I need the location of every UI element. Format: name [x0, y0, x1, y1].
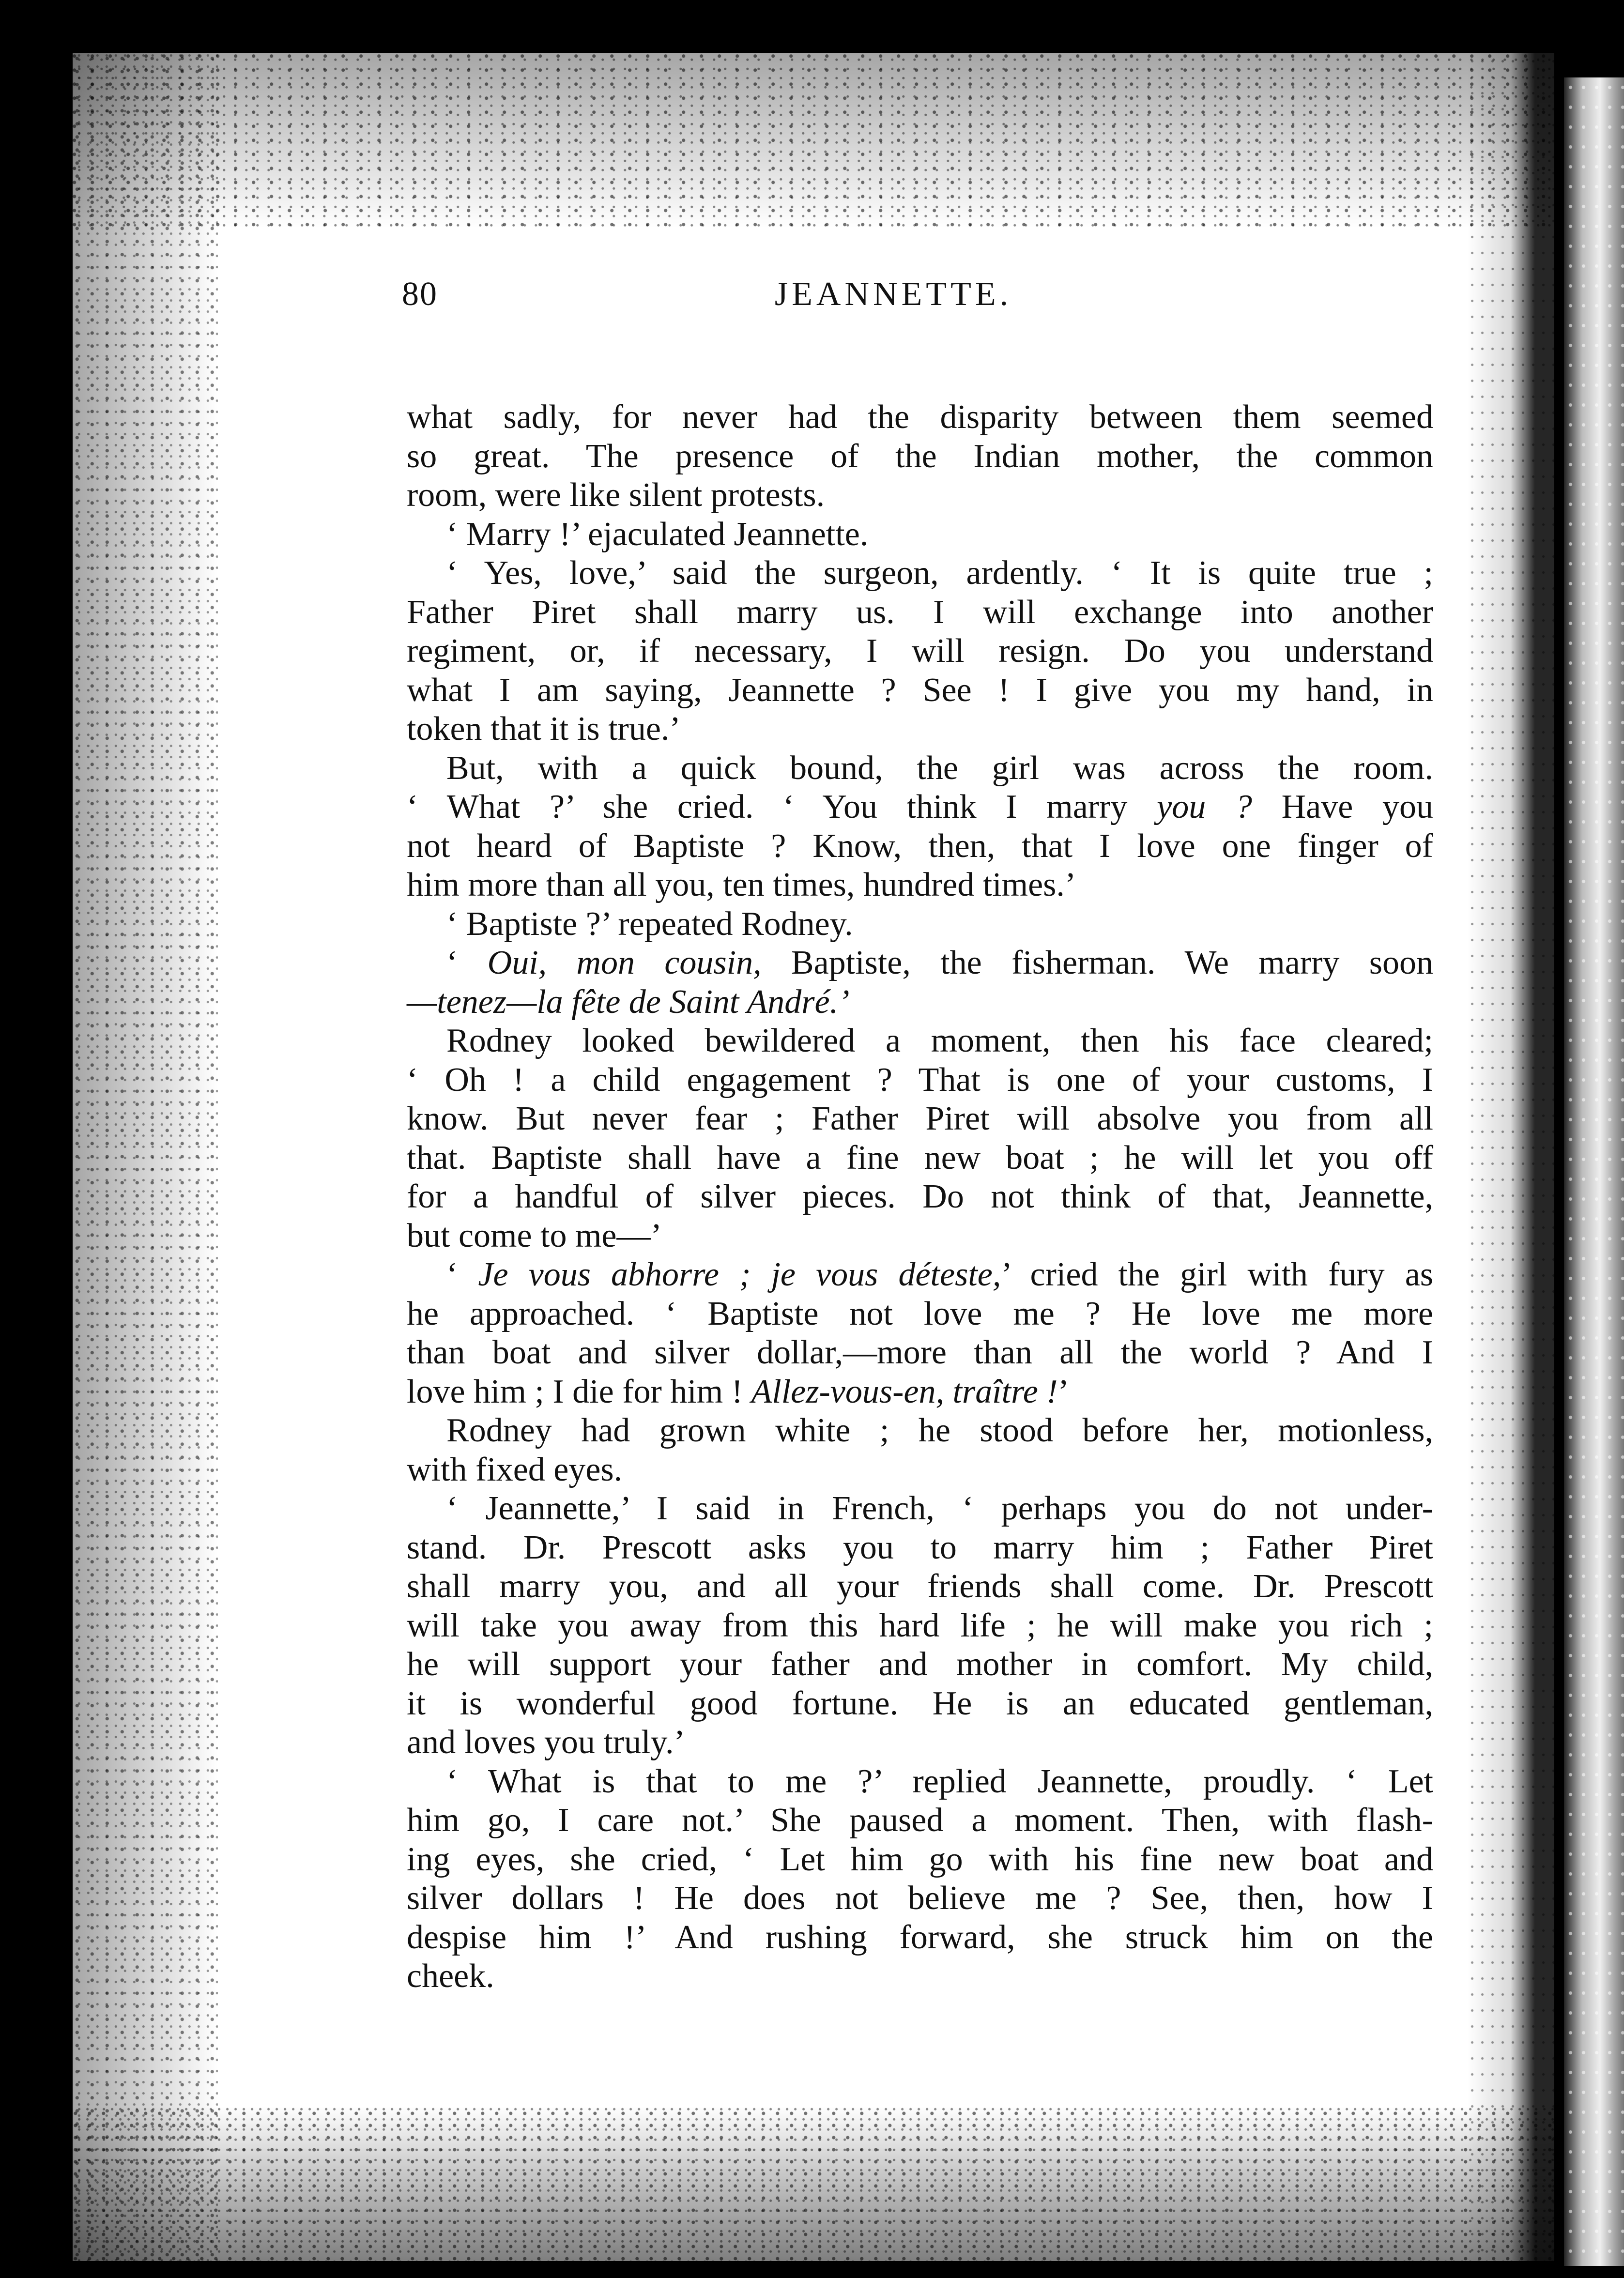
- text-line: silver dollars ! He does not believe me ? See, then, how I: [407, 1880, 1433, 1917]
- page-edge-shadow-top: [73, 53, 1554, 228]
- text-line: it is wonderful good fortune. He is an educated gentleman,: [407, 1684, 1433, 1722]
- text-line: shall marry you, and all your friends shall come. Dr. Prescott: [407, 1568, 1433, 1605]
- text-line: ‘ What ?’ she cried. ‘ You think I marry you ? Have you: [407, 788, 1433, 826]
- text-line: he approached. ‘ Baptiste not love me ? He love me more: [407, 1295, 1433, 1332]
- text-line: room, were like silent protests.: [407, 476, 825, 514]
- text-line: ‘ Oui, mon cousin, Baptiste, the fisherman. We marry soon: [446, 944, 1433, 981]
- text-line: what I am saying, Jeannette ? See ! I give you my hand, in: [407, 671, 1433, 709]
- text-line: ‘ Oh ! a child engagement ? That is one of your customs, I: [407, 1061, 1433, 1099]
- text-line: ‘ Baptiste ?’ repeated Rodney.: [446, 905, 853, 943]
- text-line: him go, I care not.’ She paused a moment. Then, with flash-: [407, 1802, 1433, 1839]
- text-line: know. But never fear ; Father Piret will absolve you from all: [407, 1100, 1433, 1137]
- body-text: [407, 398, 1433, 1996]
- text-line: will take you away from this hard life ; he will make you rich ;: [407, 1606, 1433, 1644]
- page-edge-shadow-right: [1467, 53, 1554, 2261]
- text-line: Rodney had grown white ; he stood before her, motionless,: [446, 1412, 1433, 1449]
- text-line: ‘ Je vous abhorre ; je vous déteste,’ cried the girl with fury as: [446, 1256, 1434, 1293]
- text-line: for a handful of silver pieces. Do not think of that, Jeannette,: [407, 1178, 1433, 1215]
- text-line: ing eyes, she cried, ‘ Let him go with his fine new boat and: [407, 1840, 1433, 1878]
- page-header: [329, 275, 1457, 333]
- text-line: Father Piret shall marry us. I will exchange into another: [407, 593, 1433, 631]
- text-line: ‘ Jeannette,’ I said in French, ‘ perhaps you do not under-: [446, 1490, 1433, 1527]
- text-line: with fixed eyes.: [407, 1451, 623, 1488]
- text-line: love him ; I die for him ! Allez-vous-en, traître !’: [407, 1373, 1069, 1410]
- text-line: not heard of Baptiste ? Know, then, that I love one finger of: [407, 827, 1433, 865]
- adjacent-page-edge: [1564, 77, 1624, 2266]
- text-line: ‘ What is that to me ?’ replied Jeannette, proudly. ‘ Let: [446, 1762, 1433, 1800]
- text-line: so great. The presence of the Indian mother, the common: [407, 437, 1433, 475]
- page-edge-shadow-left: [73, 53, 218, 2261]
- text-line: ‘ Yes, love,’ said the surgeon, ardently. ‘ It is quite true ;: [446, 554, 1433, 592]
- text-line: what sadly, for never had the disparity between them seemed: [407, 398, 1433, 436]
- text-line: he will support your father and mother in comfort. My child,: [407, 1646, 1433, 1683]
- text-line: —tenez—la fête de Saint André.’: [407, 983, 850, 1021]
- text-line: stand. Dr. Prescott asks you to marry him ; Father Piret: [407, 1529, 1433, 1566]
- text-line: ‘ Marry !’ ejaculated Jeannette.: [446, 515, 869, 553]
- text-line: despise him !’ And rushing forward, she struck him on the: [407, 1918, 1433, 1956]
- text-line: him more than all you, ten times, hundred times.’: [407, 866, 1076, 903]
- text-line: but come to me—’: [407, 1217, 662, 1254]
- text-line: But, with a quick bound, the girl was across the room.: [446, 749, 1433, 787]
- page-number: 80: [402, 275, 438, 313]
- text-line: token that it is true.’: [407, 710, 681, 748]
- running-head: JEANNETTE.: [774, 275, 1012, 313]
- text-line: regiment, or, if necessary, I will resign. Do you understand: [407, 632, 1433, 670]
- text-line: cheek.: [407, 1957, 494, 1995]
- text-line: than boat and silver dollar,—more than all the world ? And I: [407, 1334, 1433, 1371]
- page-edge-shadow-bottom: [73, 2106, 1554, 2261]
- text-line: Rodney looked bewildered a moment, then his face cleared;: [446, 1022, 1433, 1059]
- text-line: that. Baptiste shall have a fine new boat ; he will let you off: [407, 1139, 1433, 1177]
- book-page: [73, 53, 1554, 2261]
- text-line: and loves you truly.’: [407, 1724, 685, 1761]
